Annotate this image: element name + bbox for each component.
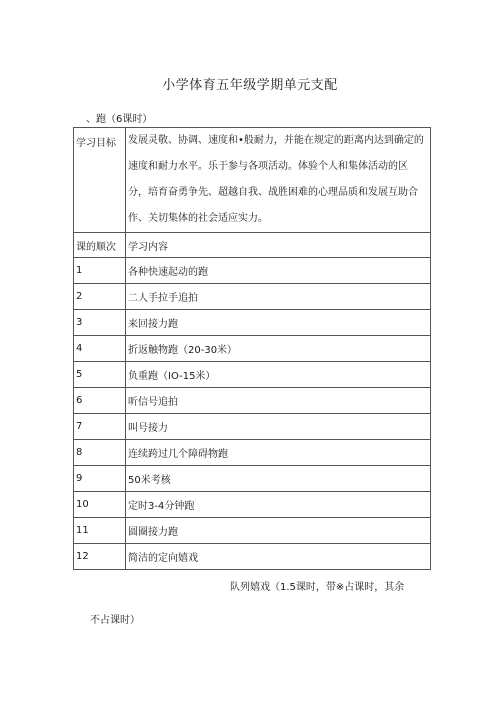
lesson-number: 2 [74, 284, 126, 310]
table-row [74, 440, 431, 466]
lesson-number: 7 [74, 414, 126, 440]
document-title: 小学体育五年级学期单元支配 [162, 78, 338, 93]
table-row [74, 544, 431, 570]
lesson-number: 3 [74, 310, 126, 336]
table-header-row [74, 233, 431, 258]
lesson-number: 1 [74, 258, 126, 284]
goal-label: 学习目标 [74, 128, 126, 233]
table-row [74, 518, 431, 544]
lesson-content: 各种快速起动的跑 [126, 258, 431, 284]
goal-text: 发展灵敬、协调、速度和•般耐力，并能在规定的距离内达到确定的速度和耐力水平。乐于参与各项活动。体验个人和集体活动的区分，培育奋勇争先、超越自我、战胜困难的心理品质和发展互助合作、关切集体的社会适应实力。 [126, 128, 431, 233]
lesson-number: 10 [74, 492, 126, 518]
lesson-number: 8 [74, 440, 126, 466]
footer-note-line1: 队列嬉戏（1.5课时，带※占课时，其余 [230, 582, 405, 593]
table-row [74, 466, 431, 492]
unit-plan-table [73, 127, 431, 570]
lesson-number: 12 [74, 544, 126, 570]
table-row [74, 336, 431, 362]
header-lesson-order: 课的顺次 [74, 233, 126, 258]
lesson-number: 5 [74, 362, 126, 388]
lesson-content: 二人手拉手追拍 [126, 284, 431, 310]
table-row [74, 258, 431, 284]
lesson-content: 定时3-4分钟跑 [126, 492, 431, 518]
footer-note-line2: 不占课时） [90, 615, 140, 626]
lesson-content: 简洁的定向嬉戏 [126, 544, 431, 570]
table-row [74, 388, 431, 414]
table-row [74, 284, 431, 310]
section-heading: 、跑（6课时） [86, 114, 153, 125]
lesson-content: 圆圈接力跑 [126, 518, 431, 544]
table-row [74, 492, 431, 518]
lesson-content: 叫号接力 [126, 414, 431, 440]
goal-row [74, 128, 431, 233]
lesson-content: 折返触物跑（20-30米） [126, 336, 431, 362]
lesson-number: 6 [74, 388, 126, 414]
table-row [74, 362, 431, 388]
lesson-content: 来回接力跑 [126, 310, 431, 336]
lesson-content: 50米考核 [126, 466, 431, 492]
table-row [74, 414, 431, 440]
lesson-content: 负重跑（IO-15米） [126, 362, 431, 388]
lesson-content: 听信号追拍 [126, 388, 431, 414]
header-learning-content: 学习内容 [126, 233, 431, 258]
lesson-number: 11 [74, 518, 126, 544]
table-row [74, 310, 431, 336]
lesson-number: 9 [74, 466, 126, 492]
lesson-content: 连续跨过几个障碍物跑 [126, 440, 431, 466]
lesson-number: 4 [74, 336, 126, 362]
